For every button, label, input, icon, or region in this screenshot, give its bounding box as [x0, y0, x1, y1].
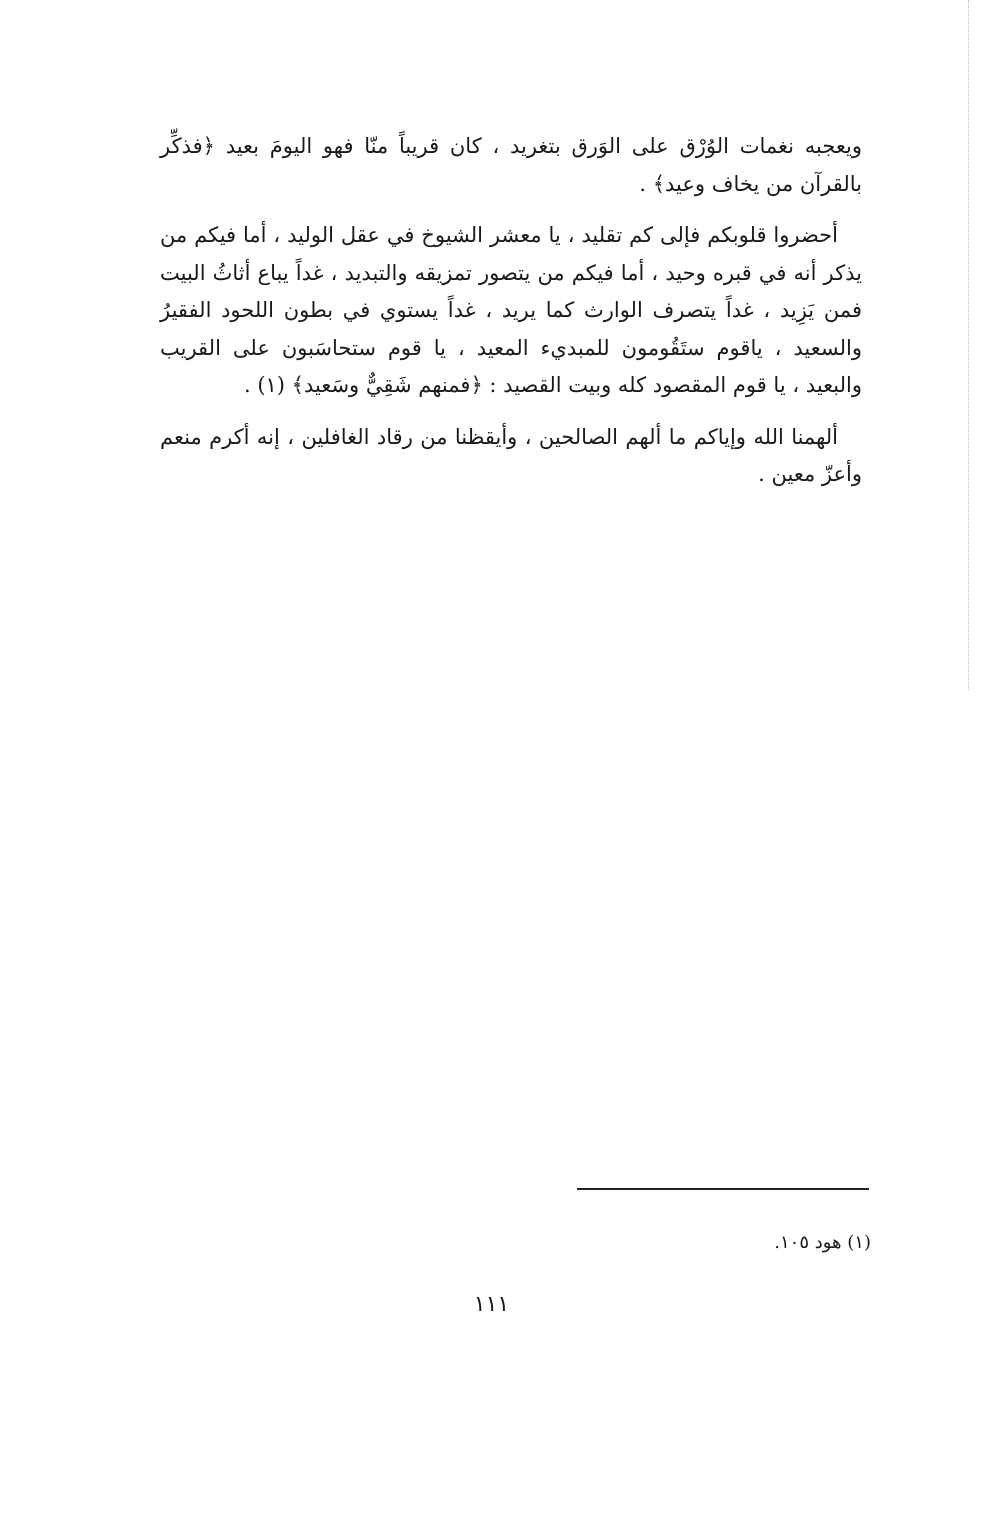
scan-edge-divider: [968, 0, 969, 690]
paragraph-3: ألهمنا الله وإياكم ما ألهم الصالحين ، وأيقظنا من رقاد الغافلين ، إنه أكرم منعم وأعزّ معين .: [160, 424, 862, 486]
footnote: (١) هود ١٠٥.: [774, 1232, 871, 1253]
page-number: ١١١: [473, 1292, 510, 1317]
footnote-divider: [577, 1188, 869, 1190]
body-text: [160, 128, 862, 508]
paragraph-1: ويعجبه نغمات الوُرْق على الوَرق بتغريد ، كان قريباً منّا فهو اليومَ بعيد ﴿فذكِّر بالقرآن من يخاف وعيد﴾ .: [160, 134, 862, 196]
paragraph-2: أحضروا قلوبكم فإلى كم تقليد ، يا معشر الشيوخ في عقل الوليد ، أما فيكم من يذكر أنه في قبره وحيد ، أما فيكم من يتصور تمزيقه والتبديد ، غداً يباع أثاثُ البيت فمن يَزِيد ، غداً يتصرف الوارث كما يريد ، غداً يستوي في بطون اللحود الفقيرُ والسعيد ، ياقوم ستَقُومون للمبديء المعيد ، يا قوم ستحاسَبون على القريب والبعيد ، يا قوم المقصود كله وبيت القصيد : ﴿فمنهم شَقِيٌّ وسَعيد﴾ (١) .: [160, 223, 862, 397]
